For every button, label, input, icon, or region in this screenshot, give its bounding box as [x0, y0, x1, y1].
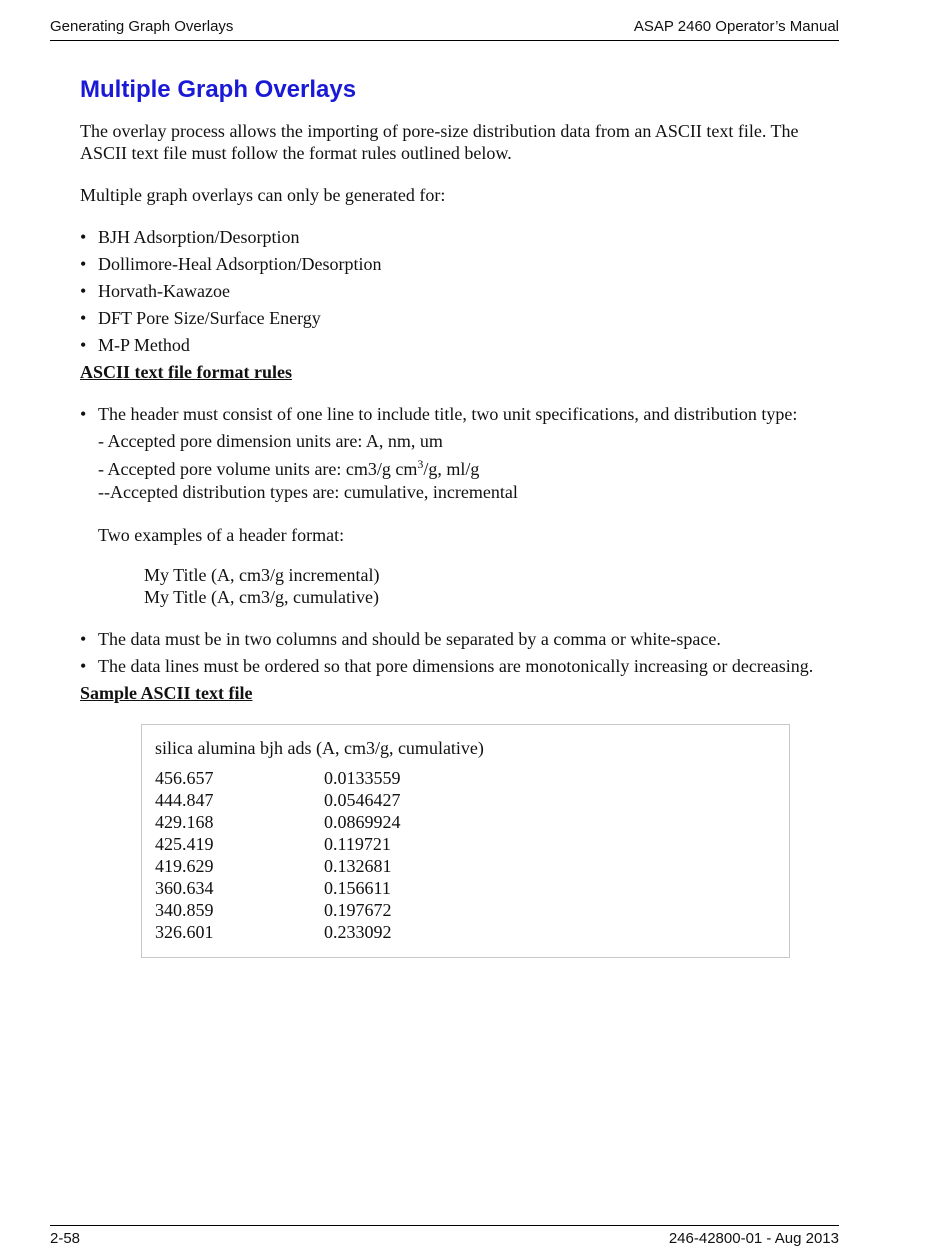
header-examples	[80, 564, 840, 608]
pore-dimension-cell: 444.847	[155, 790, 214, 810]
list-item: • Horvath-Kawazoe	[80, 280, 840, 302]
page-content	[80, 74, 840, 958]
pore-dimension-cell: 326.601	[155, 922, 214, 942]
distribution-types-line: --Accepted distribution types are: cumulative, incremental	[98, 482, 518, 502]
sample-file-header: silica alumina bjh ads (A, cm3/g, cumulative)	[155, 738, 484, 758]
rule-text: The header must consist of one line to include title, two unit specifications, and distribution type:	[98, 404, 798, 424]
pore-volume-cell: 0.119721	[324, 834, 391, 854]
list-item: • DFT Pore Size/Surface Energy	[80, 307, 840, 329]
pore-volume-cell: 0.0546427	[324, 790, 401, 810]
table-row	[155, 767, 789, 789]
rule-header-format	[80, 403, 840, 425]
pore-dimension-cell: 419.629	[155, 856, 214, 876]
intro-paragraph: The overlay process allows the importing of pore-size distribution data from an ASCII text file. The ASCII text file must follow the format rules outlined below.	[80, 121, 799, 163]
rules-heading: ASCII text file format rules	[80, 362, 292, 382]
table-row	[155, 811, 789, 833]
pore-dimension-cell: 425.419	[155, 834, 214, 854]
pore-volume-cell: 0.156611	[324, 878, 391, 898]
sample-heading: Sample ASCII text file	[80, 683, 253, 703]
methods-list	[80, 226, 840, 356]
table-row	[155, 877, 789, 899]
pore-volume-cell: 0.0869924	[324, 812, 401, 832]
pore-dimension-cell: 429.168	[155, 812, 214, 832]
pore-dimension-cell: 360.634	[155, 878, 214, 898]
page-footer	[50, 1225, 839, 1250]
pore-dimension-cell: 340.859	[155, 900, 214, 920]
rule-columns: • The data must be in two columns and should be separated by a comma or white-space.	[80, 628, 840, 650]
table-row	[155, 833, 789, 855]
table-row	[155, 899, 789, 921]
header-manual-title: ASAP 2460 Operator’s Manual	[633, 18, 839, 35]
page-number: 2-58	[50, 1230, 81, 1247]
rules-list	[80, 403, 840, 425]
list-item: • Dollimore-Heal Adsorption/Desorption	[80, 253, 840, 275]
pore-dimension-cell: 456.657	[155, 768, 214, 788]
data-rules-list	[80, 628, 840, 677]
list-item: • BJH Adsorption/Desorption	[80, 226, 840, 248]
dimension-units-line: - Accepted pore dimension units are: A, nm, um	[98, 431, 443, 451]
pore-volume-cell: 0.0133559	[324, 768, 401, 788]
pore-volume-cell: 0.197672	[324, 900, 392, 920]
pore-volume-cell: 0.132681	[324, 856, 392, 876]
rule-ordering: • The data lines must be ordered so that pore dimensions are monotonically increasing or decreasing.	[80, 655, 840, 677]
volume-units-line: - Accepted pore volume units are: cm3/g $cm^3/g$, ml/g	[98, 457, 480, 479]
example-line: My Title (A, cm3/g, cumulative)	[144, 587, 379, 607]
pore-volume-cell: 0.233092	[324, 922, 392, 942]
list-item: • M-P Method	[80, 334, 840, 356]
table-row	[155, 855, 789, 877]
table-row	[155, 789, 789, 811]
page-header	[50, 16, 839, 41]
document-id: 246-42800-01 - Aug 2013	[668, 1230, 839, 1247]
page-title: Multiple Graph Overlays	[80, 76, 357, 103]
header-section-title: Generating Graph Overlays	[50, 18, 234, 35]
header-rule-details	[80, 430, 840, 504]
table-row	[155, 921, 789, 943]
example-line: My Title (A, cm3/g incremental)	[144, 565, 380, 585]
methods-lead-text: Multiple graph overlays can only be generated for:	[80, 185, 446, 205]
examples-label: Two examples of a header format:	[98, 525, 345, 545]
sample-file-box	[141, 724, 790, 958]
